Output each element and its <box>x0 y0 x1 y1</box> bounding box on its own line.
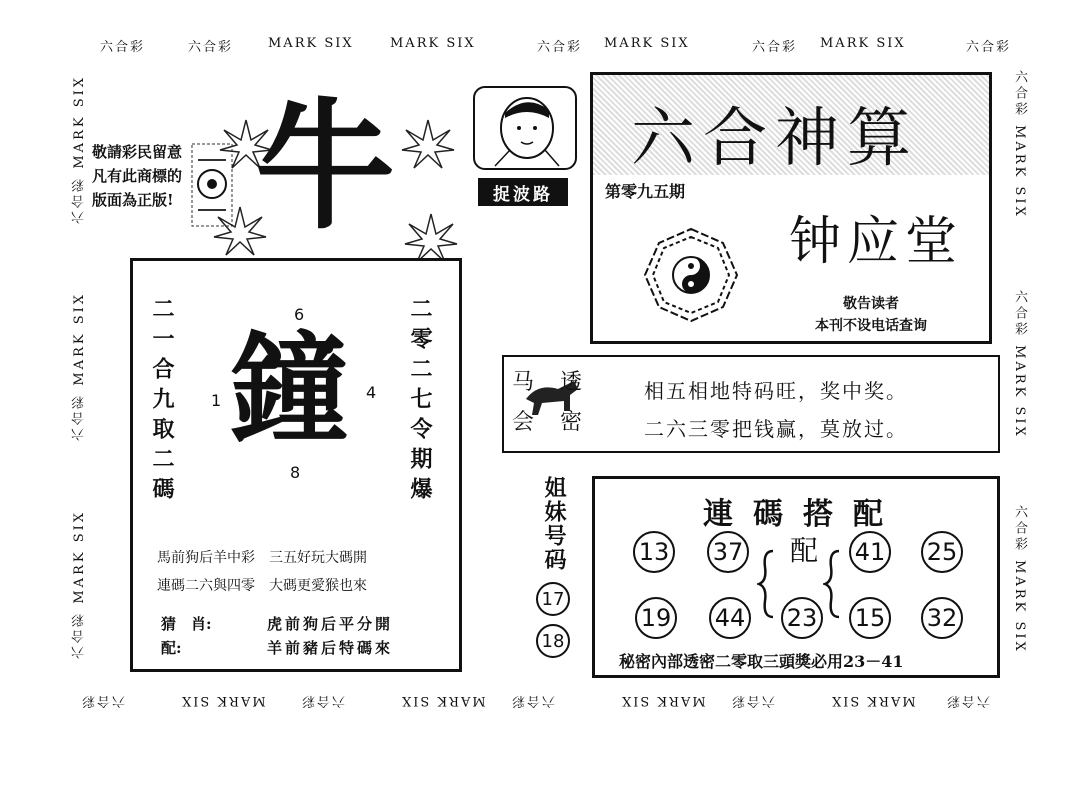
watermark-text: 六合彩 <box>966 40 1012 55</box>
number-ball: 32 <box>921 597 963 639</box>
watermark-text: MARK SIX <box>390 36 476 51</box>
number-ball: 25 <box>921 531 963 573</box>
issue-number: 第零九五期 <box>605 182 686 201</box>
left-vertical-text: 二一合九取二碼 <box>149 297 175 507</box>
number-ball: 44 <box>709 597 751 639</box>
guess-text: 虎前狗后平分開 <box>267 615 394 633</box>
yin-yang-icon <box>641 225 741 325</box>
watermark-left: 六合彩 MARK SIX <box>72 75 87 224</box>
number-ball: 41 <box>849 531 891 573</box>
watermark-text: MARK SIX <box>400 693 486 708</box>
publisher-name: 钟应堂 <box>789 212 964 272</box>
horse-line: 二六三零把钱赢，莫放过。 <box>644 417 908 441</box>
pairing-pei: 配 <box>790 534 819 567</box>
pairing-title: 連碼搭配 <box>703 497 903 532</box>
watermark-text: 六合彩 <box>752 40 798 55</box>
watermark-left: 六合彩 MARK SIX <box>72 510 87 659</box>
digit-left: 1 <box>211 391 222 410</box>
brace-right-icon <box>823 549 843 619</box>
page-title: 六合神算 <box>631 102 919 176</box>
pairing-footer: 秘密內部透密二零取三頭獎必用23－41 <box>619 652 904 671</box>
guess-text: 羊前豬后特碼來 <box>267 639 394 657</box>
watermark-text: 六合彩 <box>188 40 234 55</box>
number-ball: 23 <box>781 597 823 639</box>
watermark-left: 六合彩 MARK SIX <box>72 292 87 441</box>
horse-box <box>502 355 1000 453</box>
watermark-text: 六合彩 <box>537 40 583 55</box>
horse-label: 会 密 <box>512 410 585 435</box>
notice-line: 凡有此商標的 <box>92 167 183 185</box>
watermark-right: 六合彩 MARK SIX <box>1012 505 1027 654</box>
portrait-logo <box>473 86 577 170</box>
watermark-text: MARK SIX <box>620 693 706 708</box>
brand-label: 捉波路 <box>478 178 568 206</box>
star-icon <box>400 118 456 174</box>
authenticity-notice <box>92 140 182 212</box>
notice-title: 敬告读者 <box>843 296 899 312</box>
watermark-text: 六合彩 <box>730 693 776 708</box>
number-ball: 37 <box>707 531 749 573</box>
watermark-text: MARK SIX <box>820 36 906 51</box>
big-character: 鐘 <box>229 319 349 460</box>
watermark-right: 六合彩 MARK SIX <box>1012 290 1027 439</box>
watermark-text: 六合彩 <box>100 40 146 55</box>
brace-left-icon <box>757 549 777 619</box>
zodiac-character: 牛 <box>255 86 396 249</box>
left-panel <box>130 258 462 672</box>
watermark-text: 六合彩 <box>945 693 991 708</box>
digit-right: 4 <box>366 383 377 402</box>
sisters-number: 17 <box>536 582 570 616</box>
sisters-number: 18 <box>536 624 570 658</box>
watermark-text: 六合彩 <box>300 693 346 708</box>
digit-top: 6 <box>294 305 305 324</box>
header-box <box>590 72 992 344</box>
horse-label: 马 透 <box>512 370 585 395</box>
notice-line: 敬請彩民留意 <box>92 143 183 161</box>
watermark-text: MARK SIX <box>604 36 690 51</box>
number-ball: 13 <box>633 531 675 573</box>
watermark-text: MARK SIX <box>268 36 354 51</box>
sisters-label: 姐妹号码 <box>541 476 566 572</box>
guess-label: 猜 肖: <box>161 615 212 633</box>
watermark-right: 六合彩 MARK SIX <box>1012 70 1027 219</box>
notice-line: 版面為正版! <box>92 191 174 209</box>
portrait-icon <box>475 88 575 168</box>
guess-label: 配: <box>161 639 182 657</box>
watermark-text: 六合彩 <box>80 693 126 708</box>
watermark-text: MARK SIX <box>180 693 266 708</box>
poem-line: 連碼二六與四零 大碼更愛猴也來 <box>157 578 367 594</box>
right-vertical-text: 二零二七令期爆 <box>407 297 433 507</box>
notice-text: 本刊不设电话查询 <box>815 318 927 334</box>
watermark-text: MARK SIX <box>830 693 916 708</box>
digit-bottom: 8 <box>290 463 301 482</box>
number-ball: 15 <box>849 597 891 639</box>
horse-line: 相五相地特码旺，奖中奖。 <box>644 379 908 403</box>
number-ball: 19 <box>635 597 677 639</box>
pairing-box <box>592 476 1000 678</box>
watermark-text: 六合彩 <box>510 693 556 708</box>
poem-line: 馬前狗后羊中彩 三五好玩大碼開 <box>157 550 367 566</box>
